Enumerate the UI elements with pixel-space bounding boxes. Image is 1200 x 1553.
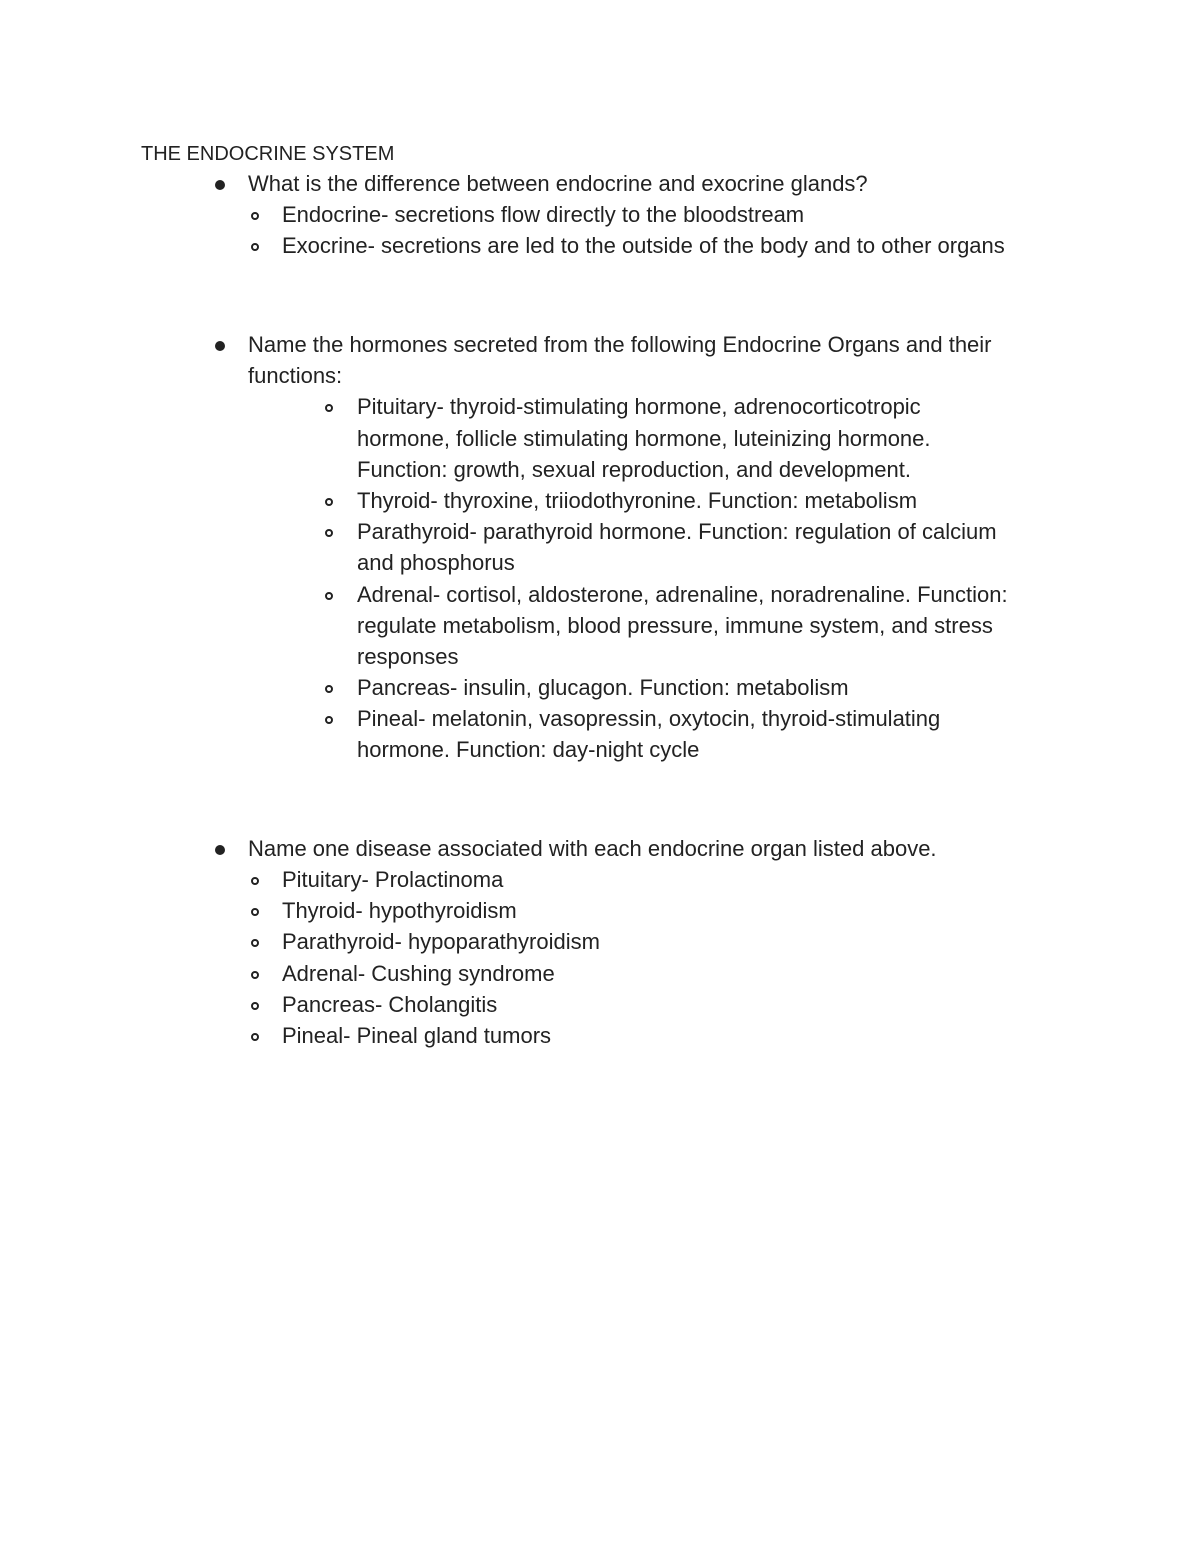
hormone-item-adrenal-cont: responses [357,644,459,669]
hormone-item-adrenal: Adrenal- cortisol, aldosterone, adrenaline, noradrenaline. Function: [357,582,1008,607]
hormone-item-adrenal-cont: regulate metabolism, blood pressure, immune system, and stress [357,613,993,638]
circle-bullet-icon [251,212,259,220]
circle-bullet-icon [251,243,259,251]
circle-bullet-icon [251,971,259,979]
circle-bullet-icon [325,404,333,412]
circle-bullet-icon [251,908,259,916]
hormone-item-parathyroid: Parathyroid- parathyroid hormone. Function: regulation of calcium [357,519,997,544]
question-1: What is the difference between endocrine and exocrine glands? [248,171,868,196]
circle-bullet-icon [251,877,259,885]
disease-item-parathyroid: Parathyroid- hypoparathyroidism [282,929,600,954]
hormone-item-pineal: Pineal- melatonin, vasopressin, oxytocin, thyroid-stimulating [357,706,941,731]
circle-bullet-icon [251,939,259,947]
disease-item-adrenal: Adrenal- Cushing syndrome [282,961,555,986]
hormone-item-pituitary: Pituitary- thyroid-stimulating hormone, adrenocorticotropic [357,394,921,419]
hormone-item-thyroid: Thyroid- thyroxine, triiodothyronine. Function: metabolism [357,488,918,513]
q1-answer-exocrine: Exocrine- secretions are led to the outside of the body and to other organs [282,233,1005,258]
hormone-item-pancreas: Pancreas- insulin, glucagon. Function: metabolism [357,675,849,700]
circle-bullet-icon [251,1033,259,1041]
circle-bullet-icon [325,529,333,537]
disease-item-pineal: Pineal- Pineal gland tumors [282,1023,552,1048]
question-2-line-1: Name the hormones secreted from the following Endocrine Organs and their [248,332,992,357]
circle-bullet-icon [251,1002,259,1010]
disease-item-pituitary: Pituitary- Prolactinoma [282,867,504,892]
hormone-item-parathyroid-cont: and phosphorus [357,550,515,575]
circle-bullet-icon [325,592,333,600]
bullet-icon [215,180,225,190]
question-3: Name one disease associated with each endocrine organ listed above. [248,836,937,861]
hormone-item-pituitary-cont: hormone, follicle stimulating hormone, luteinizing hormone. [357,426,931,451]
disease-item-thyroid: Thyroid- hypothyroidism [282,898,517,923]
disease-item-pancreas: Pancreas- Cholangitis [282,992,498,1017]
circle-bullet-icon [325,716,333,724]
bullet-icon [215,341,225,351]
question-2-line-2: functions: [248,363,343,388]
hormone-item-pineal-cont: hormone. Function: day-night cycle [357,737,700,762]
q1-answer-endocrine: Endocrine- secretions flow directly to the bloodstream [282,202,805,227]
bullet-icon [215,845,225,855]
circle-bullet-icon [325,685,333,693]
circle-bullet-icon [325,498,333,506]
hormone-item-pituitary-cont: Function: growth, sexual reproduction, and development. [357,457,911,482]
page-title: THE ENDOCRINE SYSTEM [141,143,395,165]
